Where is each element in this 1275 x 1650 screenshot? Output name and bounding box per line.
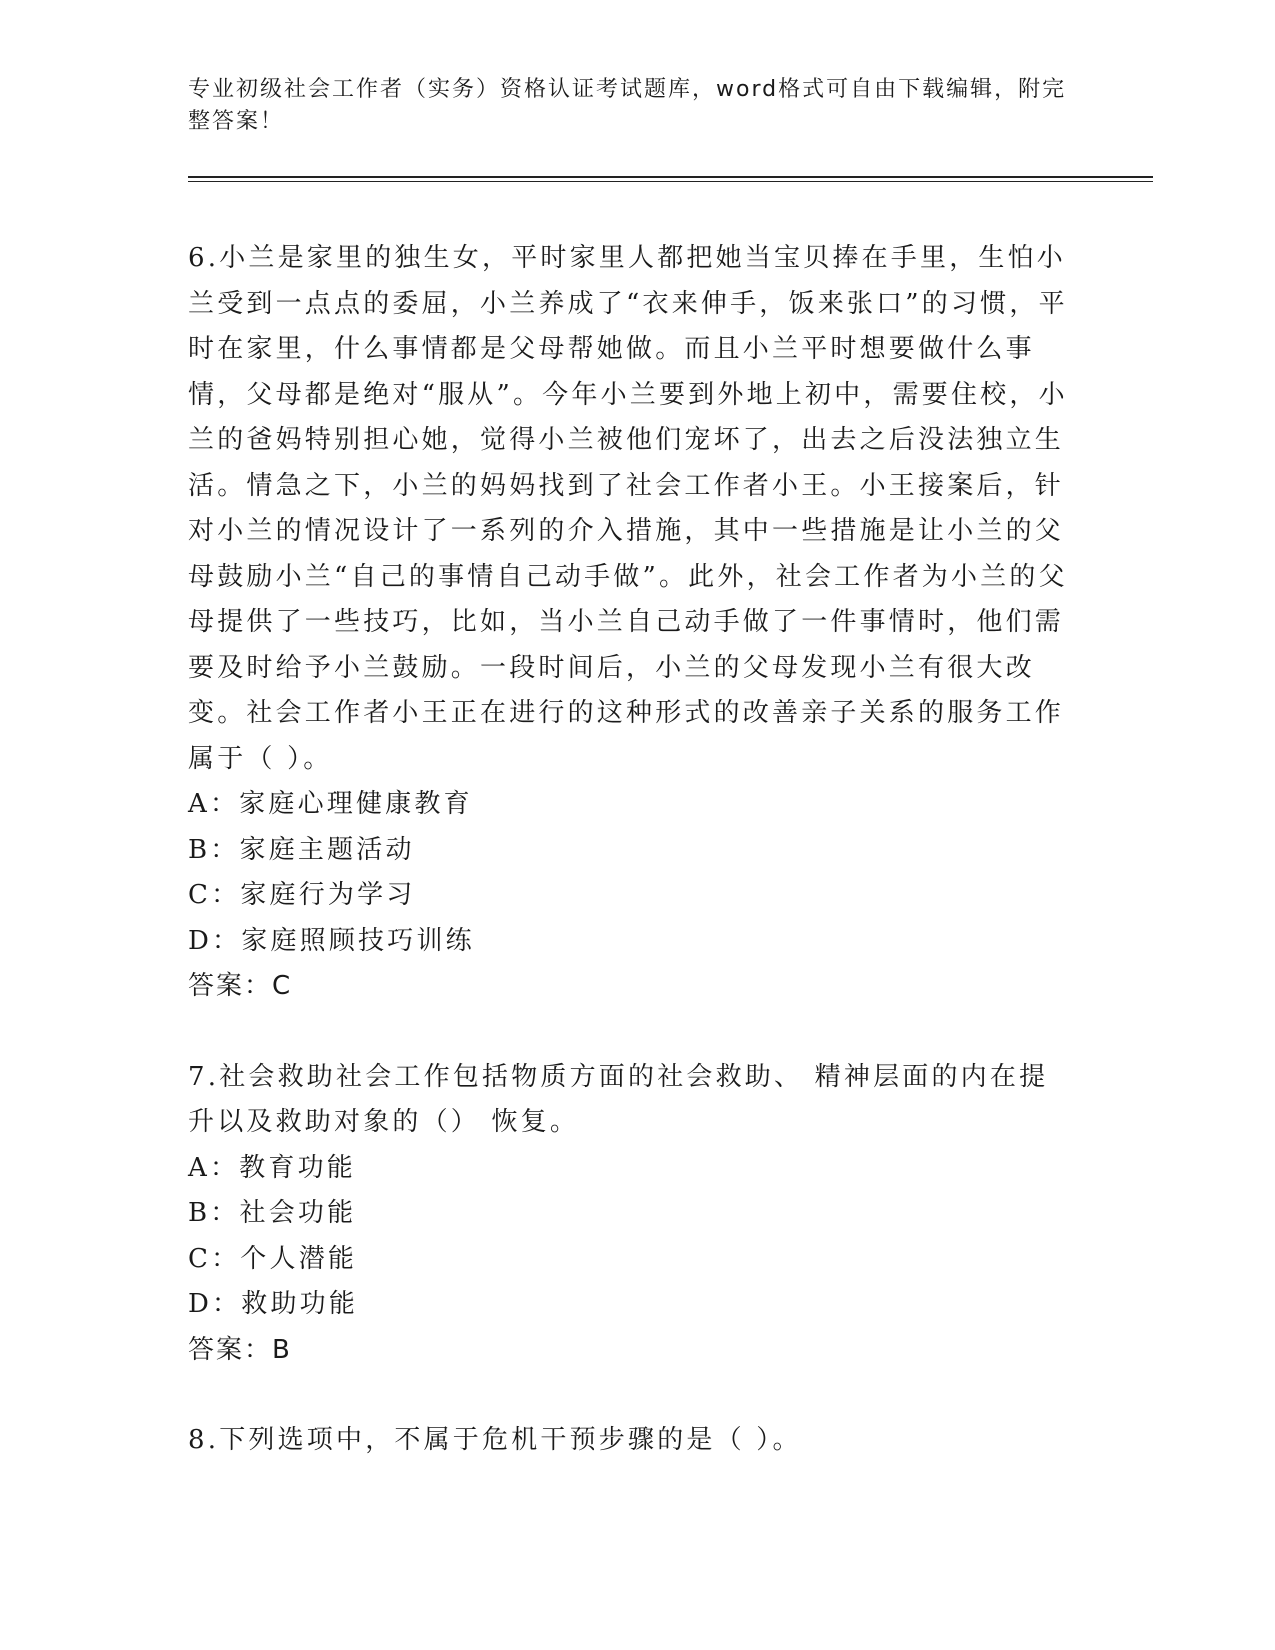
question-stem: 7.社会救助社会工作包括物质方面的社会救助、 精神层面的内在提升以及救助对象的（） 恢复。	[188, 1061, 1049, 1137]
option-c: C：个人潜能	[188, 1243, 358, 1274]
question-spacer	[188, 1010, 1068, 1055]
answer-line: 答案：B	[188, 1334, 292, 1365]
answer-line: 答案：C	[188, 971, 293, 1001]
header-divider-thick	[188, 176, 1153, 178]
option-c: C：家庭行为学习	[188, 880, 416, 910]
question-8	[188, 1418, 1068, 1464]
option-b: B：社会功能	[188, 1198, 357, 1228]
option-d: D：救助功能	[188, 1289, 359, 1319]
question-list	[188, 236, 1068, 1464]
header-divider-thin	[188, 181, 1153, 182]
question-stem: 6.小兰是家里的独生女，平时家里人都把她当宝贝捧在手里，生怕小兰受到一点点的委屈，小兰养成了“衣来伸手，饭来张口”的习惯，平时在家里，什么事情都是父母帮她做。而且小兰平时想要做什么事情，父母都是绝对“服从”。今年小兰要到外地上初中，需要住校，小兰的爸妈特别担心她，觉得小兰被他们宠坏了，出去之后没法独立生活。情急之下，小兰的妈妈找到了社会工作者小王。小王接案后，针对小兰的情况设计了一系列的介入措施，其中一些措施是让小兰的父母鼓励小兰“自己的事情自己动手做”。此外，社会工作者为小兰的父母提供了一些技巧，比如，当小兰自己动手做了一件事情时，他们需要及时给予小兰鼓励。一段时间后，小兰的父母发现小兰有很大改变。社会工作者小王正在进行的这种形式的改善亲子关系的服务工作属于（ ）。	[188, 243, 1068, 774]
document-header: 专业初级社会工作者（实务）资格认证考试题库，word格式可自由下载编辑，附完整答案！	[188, 77, 1067, 134]
option-a: A：教育功能	[188, 1152, 356, 1183]
question-stem: 8.下列选项中，不属于危机干预步骤的是（ ）。	[188, 1425, 802, 1455]
question-6	[188, 236, 1068, 1010]
option-a: A：家庭心理健康教育	[188, 789, 473, 819]
option-b: B：家庭主题活动	[188, 834, 415, 865]
question-7	[188, 1055, 1068, 1374]
question-spacer	[188, 1373, 1068, 1418]
option-d: D：家庭照顾技巧训练	[188, 925, 475, 956]
